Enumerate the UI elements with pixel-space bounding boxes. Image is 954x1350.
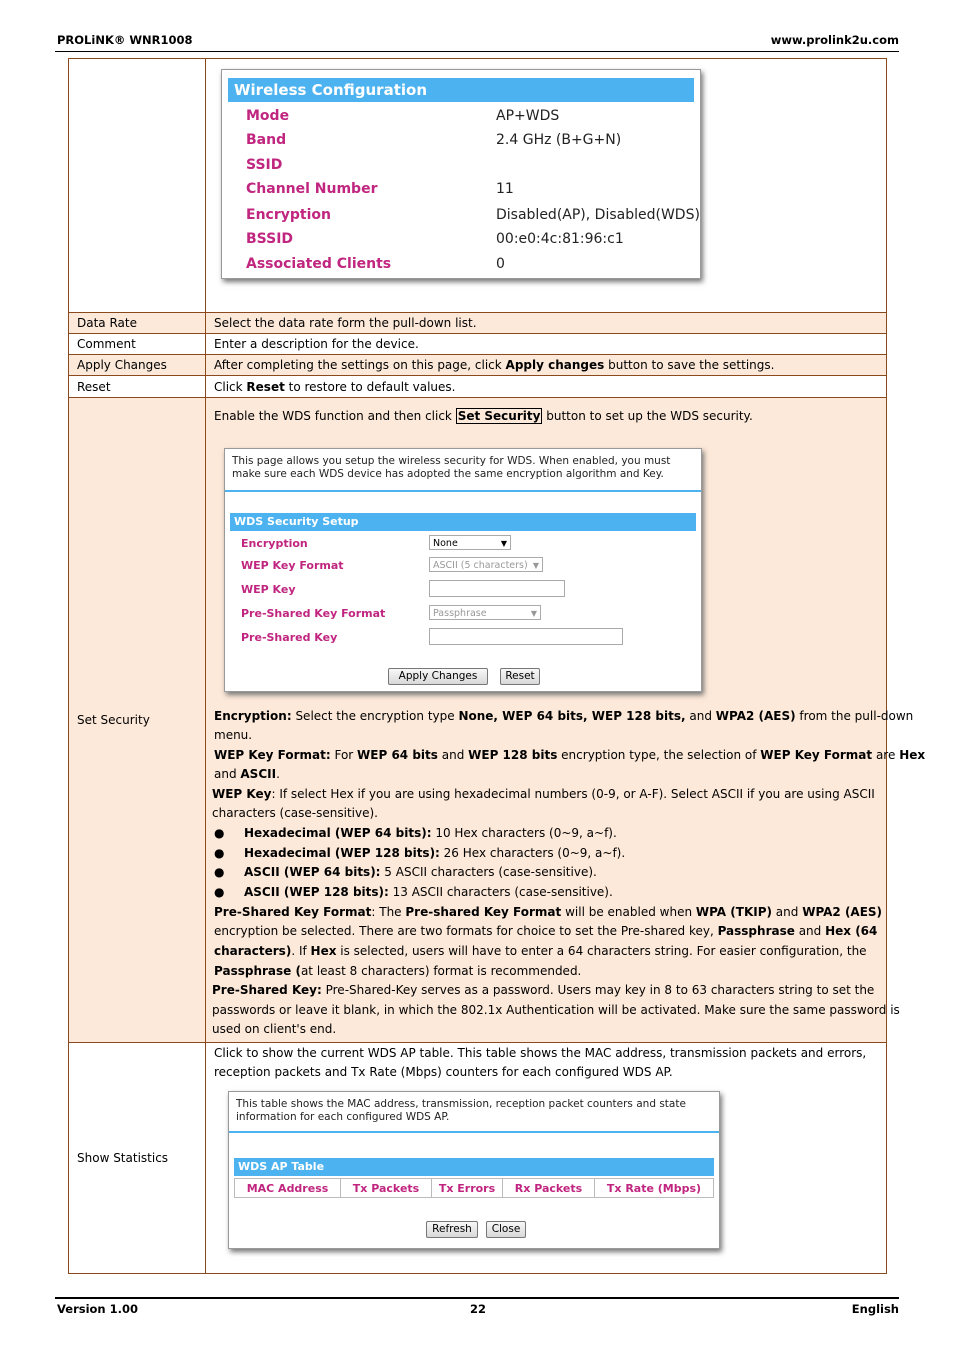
wireless-config-title: Wireless Configuration [228, 78, 694, 102]
row-desc: Select the data rate form the pull-down list. [214, 316, 477, 330]
table-row [69, 59, 886, 313]
wc-value-clients: 0 [496, 256, 505, 272]
psk-desc-cont: used on client's end. [212, 1022, 337, 1036]
apply-changes-button[interactable]: Apply Changes [388, 668, 488, 685]
wc-label-clients: Associated Clients [246, 256, 392, 272]
page-number: 22 [469, 1302, 486, 1316]
wc-label-ssid: SSID [246, 157, 283, 173]
psk-format-desc-cont: characters). If Hex is selected, users will have to enter a 64 characters string. For easier configuration, the [214, 944, 867, 958]
wc-value-bssid: 00:e0:4c:81:96:c1 [496, 231, 624, 247]
footer-version: Version 1.00 [57, 1302, 138, 1316]
column-header: Tx Packets [341, 1179, 432, 1198]
chevron-down-icon: ▼ [530, 609, 537, 618]
psk-desc-cont: passwords or leave it blank, in which the 802.1x Authentication will be activated. Make sure the same password is [212, 1003, 900, 1017]
column-header: Tx Errors [432, 1179, 503, 1198]
show-stats-desc-cont: reception packets and Tx Rate (Mbps) counters for each configured WDS AP. [214, 1065, 673, 1079]
wep-key-label: WEP Key [241, 583, 296, 596]
wc-label-mode: Mode [246, 108, 290, 124]
wds-security-note: This page allows you setup the wireless security for WDS. When enabled, you must make sure each WDS device has adopted the same encryption algorithm and Key. [232, 455, 671, 480]
row-desc [206, 1043, 886, 1273]
row-desc: After completing the settings on this page, click Apply changes button to save the settings. [214, 358, 775, 372]
page-header [57, 33, 899, 49]
footer-rule [55, 1297, 899, 1299]
encryption-desc-cont: menu. [214, 728, 253, 742]
reset-button[interactable]: Reset [500, 668, 540, 685]
show-stats-desc: Click to show the current WDS AP table. This table shows the MAC address, transmission packets and errors, [214, 1046, 867, 1060]
close-button[interactable]: Close [486, 1221, 526, 1238]
psk-label: Pre-Shared Key [241, 631, 338, 644]
row-label: Apply Changes [69, 355, 206, 375]
psk-format-label: Pre-Shared Key Format [241, 607, 386, 620]
psk-format-desc-cont: Passphrase (at least 8 characters) format is recommended. [214, 964, 582, 978]
encryption-select[interactable]: None ▼ [429, 535, 511, 550]
wep-key-input[interactable] [429, 580, 565, 597]
chevron-down-icon: ▼ [532, 561, 539, 570]
psk-desc: Pre-Shared Key: Pre-Shared-Key serves as a password. Users may key in 8 to 63 characters string to set the [212, 983, 875, 997]
wds-ap-table-title: WDS AP Table [234, 1158, 714, 1176]
psk-input[interactable] [429, 628, 623, 645]
column-header: MAC Address [235, 1179, 341, 1198]
column-header: Tx Rate (Mbps) [606, 1182, 702, 1195]
wep-key-desc: WEP Key: If select Hex if you are using hexadecimal numbers (0-9, or A-F). Select ASCII if you are using ASCII [212, 787, 875, 801]
footer-language: English [851, 1302, 899, 1316]
table-row [69, 334, 886, 355]
wds-ap-table-note: This table shows the MAC address, transmission, reception packet counters and state information for each configured WDS AP. [236, 1098, 686, 1123]
row-desc: Enter a description for the device. [214, 337, 419, 351]
column-header: Rx Packets [503, 1179, 595, 1198]
table-row [69, 355, 886, 376]
psk-format-select[interactable]: Passphrase ▼ [429, 605, 541, 620]
refresh-button[interactable]: Refresh [426, 1221, 478, 1238]
wds-security-title: WDS Security Setup [230, 513, 696, 531]
settings-table [68, 58, 926, 1274]
wds-security-screenshot [224, 448, 702, 692]
wc-label-channel: Channel Number [246, 181, 378, 197]
wc-label-encryption: Encryption [246, 207, 331, 223]
wds-ap-table-header [234, 1178, 714, 1198]
wc-label-band: Band [246, 132, 287, 148]
wep-key-desc-cont: characters (case-sensitive). [212, 806, 378, 820]
wds-ap-table-screenshot [228, 1091, 720, 1249]
table-row [69, 1043, 886, 1273]
wc-label-bssid: BSSID [246, 231, 294, 247]
encryption-label: Encryption [241, 537, 308, 550]
row-label: Comment [69, 334, 206, 354]
row-desc: Click Reset to restore to default values. [214, 379, 456, 394]
wireless-config-screenshot [221, 69, 701, 279]
set-security-intro: Enable the WDS function and then click Set Security button to set up the WDS security. [214, 409, 753, 423]
wep-key-format-label: WEP Key Format [241, 559, 344, 572]
table-row [69, 398, 926, 1043]
row-desc: Enable the WDS function and then click Set Security button to set up the WDS security. This page allows you setup the wireless security for WDS. When enabled, you must make sure each WDS device has adopted the same encryption algorithm and Key. WDS Security Setup Encryption None ▼ WEP Key Format ASCII (5 characters) ▼ WEP Key Pre-Shared Key Format Passphrase ▼ Pre-Shared Key Apply Changes Reset Encryption: Select the encryption type None, WEP 64 bits, WEP 128 bits, and WPA2 (AES) from the pull-down menu. WEP Key Format: For WEP 64 bits and WEP 128 bits encryption type, the selection of WEP Key Format are Hex and ASCII. WEP Key: If select Hex if you are using hexadecimal numbers (0-9, or A-F). Select ASCII if you are using ASCII characters (case-sensitive). ● Hexadecimal (WEP 64 bits): 10 Hex characters (0~9, a~f). ● Hexadecimal (WEP 128 bits): 26 Hex characters (0~9, a~f). ● ASCII (WEP 64 bits): 5 ASCII characters (case-sensitive). ● ASCII (WEP 128 bits): 13 ASCII characters (case-sensitive). Pre-Shared Key Format: The Pre-shared Key Format will be enabled when WPA (TKIP) and WPA2 (AES) encryption be selected. There are two formats for choice to set the Pre-shared key, Passphrase and Hex (64 characters). If Hex is selected, users will have to enter a 64 characters string. For easier configuration, the Passphrase (at least 8 characters) format is recommended. Pre-Shared Key: Pre-Shared-Key serves as a password. Users may key in 8 to 63 characters string to set the passwords or leave it blank, in which the 802.1x Authentication will be activated. Make sure the same password is used on client's end. [212, 409, 926, 1036]
wc-value-band: 2.4 GHz (B+G+N) [496, 132, 622, 148]
wc-value-mode: AP+WDS [496, 108, 560, 124]
header-website: www.prolink2u.com [770, 33, 899, 47]
row-label: Show Statistics [69, 1043, 206, 1273]
page-footer [57, 1302, 899, 1318]
row-label: Reset [69, 376, 206, 397]
wep-key-format-select[interactable]: ASCII (5 characters) ▼ [429, 557, 543, 572]
wep-key-format-desc: WEP Key Format: For WEP 64 bits and WEP 128 bits encryption type, the selection of WEP Key Format are Hex [214, 748, 926, 762]
chevron-down-icon: ▼ [500, 539, 507, 548]
wc-value-channel: 11 [496, 181, 514, 197]
header-rule [55, 51, 899, 52]
row-label: Data Rate [69, 313, 206, 333]
header-product: PROLiNK® WNR1008 [57, 33, 193, 47]
psk-format-desc-cont: encryption be selected. There are two formats for choice to set the Pre-shared key, Passphrase and Hex (64 [214, 924, 878, 938]
row-label: Set Security [69, 398, 206, 1042]
wep-key-format-desc-cont: and ASCII. [214, 767, 280, 781]
table-row [69, 376, 886, 398]
psk-format-desc: Pre-Shared Key Format: The Pre-shared Key Format will be enabled when WPA (TKIP) and WPA2 (AES) [214, 905, 883, 919]
encryption-desc: Encryption: Select the encryption type None, WEP 64 bits, WEP 128 bits, and WPA2 (AES) from the pull-down [214, 709, 914, 723]
wc-value-encryption: Disabled(AP), Disabled(WDS) [496, 207, 700, 223]
table-row [69, 313, 886, 334]
